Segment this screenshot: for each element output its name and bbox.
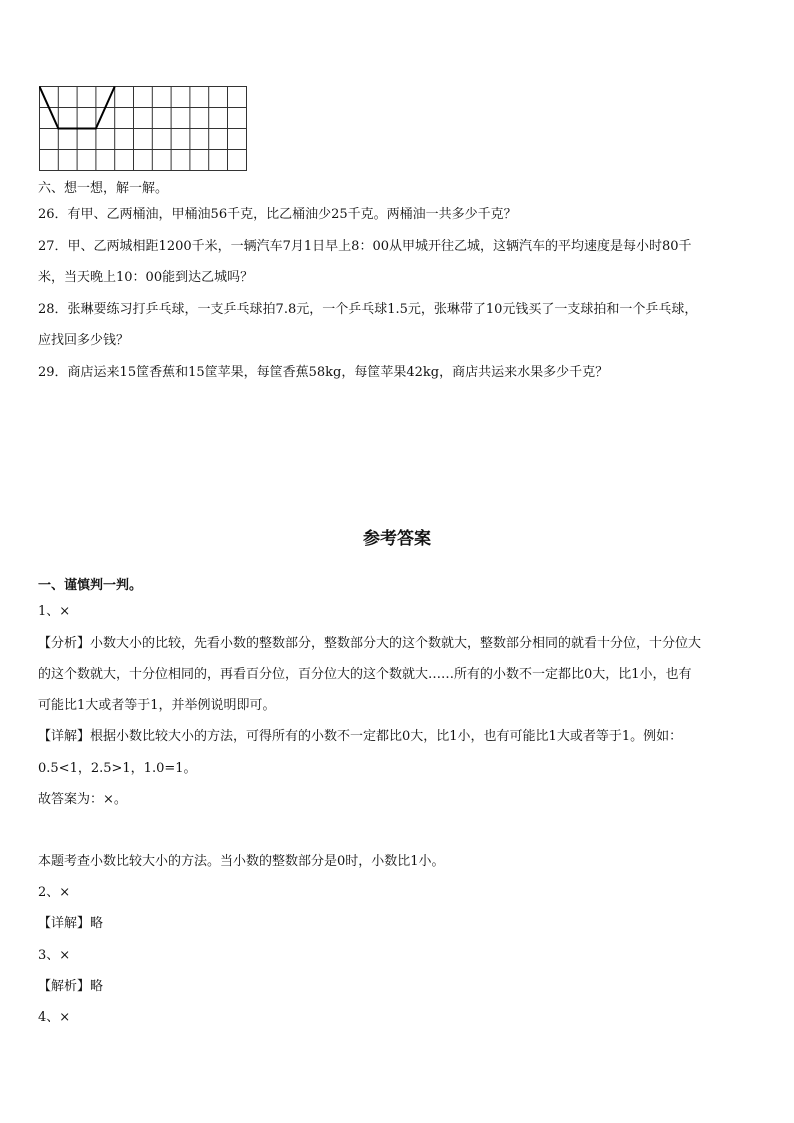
answer-1-conclusion: 故答案为：×。 [38, 792, 127, 807]
answer-1-note: 本题考查小数比较大小的方法。当小数的整数部分是0时，小数比1小。 [38, 854, 445, 869]
answer-2-detail: 【详解】略 [38, 916, 104, 931]
answers-title: 参考答案 [363, 529, 431, 549]
answer-1-analysis-line2: 的这个数就大，十分位相同的，再看百分位，百分位大的这个数就大……所有的小数不一定都比0大，比1小，也有 [38, 667, 692, 682]
section6-heading: 六、想一想，解一解。 [38, 181, 169, 196]
question-26: 26．有甲、乙两桶油，甲桶油56千克，比乙桶油少25千克。两桶油一共多少千克？ [38, 207, 517, 222]
answer-1-detail-line2: 0.5<1，2.5>1，1.0=1。 [38, 761, 197, 776]
answer-1-detail-line1: 【详解】根据小数比较大小的方法，可得所有的小数不一定都比0大，比1小，也有可能比1大或者等于1。例如： [38, 729, 683, 744]
question-27-line1: 27．甲、乙两城相距1200千米，一辆汽车7月1日早上8：00从甲城开往乙城，这辆汽车的平均速度是每小时80千 [38, 239, 692, 254]
answer-2-mark: 2、× [38, 885, 71, 900]
answer-3-mark: 3、× [38, 948, 71, 963]
question-29: 29．商店运来15筐香蕉和15筐苹果，每筐香蕉58kg，每筐苹果42kg，商店共运来水果多少千克？ [38, 365, 609, 380]
question-27-line2: 米，当天晚上10：00能到达乙城吗？ [38, 270, 254, 285]
answer-1-mark: 1、× [38, 604, 71, 619]
trapezoid-grid-figure [39, 86, 249, 174]
question-28-line1: 28．张琳要练习打乒乓球，一支乒乓球拍7.8元，一个乒乓球1.5元，张琳带了10元钱买了一支球拍和一个乒乓球， [38, 302, 698, 317]
answer-1-analysis-line1: 【分析】小数大小的比较，先看小数的整数部分，整数部分大的这个数就大，整数部分相同的就看十分位，十分位大 [38, 636, 702, 651]
question-28-line2: 应找回多少钱？ [38, 333, 130, 348]
answers-section1-heading: 一、谨慎判一判。 [38, 578, 143, 593]
grid-drawing [39, 86, 249, 174]
answer-4-mark: 4、× [38, 1010, 71, 1025]
answer-3-detail: 【解析】略 [38, 979, 104, 994]
answer-1-analysis-line3: 可能比1大或者等于1，并举例说明即可。 [38, 698, 276, 713]
